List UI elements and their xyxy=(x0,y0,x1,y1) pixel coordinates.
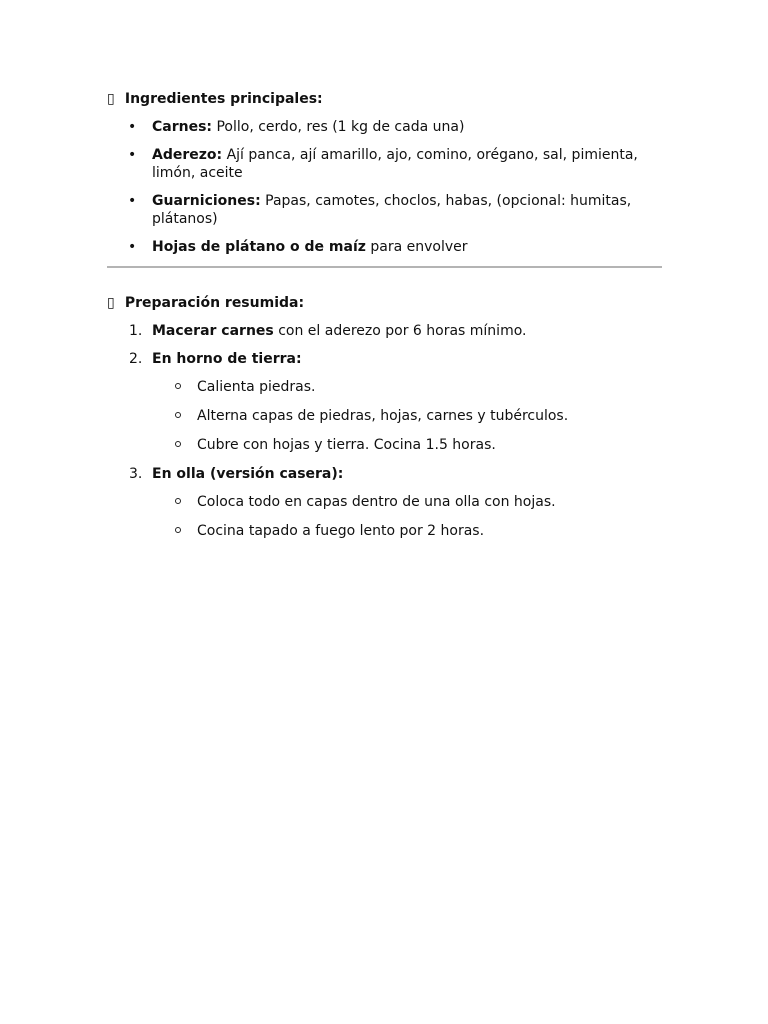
preparation-heading xyxy=(107,294,662,312)
substep-text: Cubre con hojas y tierra. Cocina 1.5 horas. xyxy=(197,437,496,453)
step-number: 1. xyxy=(129,323,143,339)
bullet-icon: • xyxy=(128,193,137,209)
substep-text: Coloca todo en capas dentro de una olla con hojas. xyxy=(197,494,556,510)
step-item xyxy=(107,322,662,340)
bullet-icon: • xyxy=(128,239,137,255)
preparation-heading-text: Preparación resumida: xyxy=(124,295,305,311)
circle-bullet-icon xyxy=(175,441,181,447)
horizontal-divider xyxy=(107,266,662,268)
ingredients-list xyxy=(107,118,662,256)
substep-text: Alterna capas de piedras, hojas, carnes y tubérculos. xyxy=(197,408,569,424)
circle-bullet-icon xyxy=(175,383,181,389)
ingredient-label: Hojas de plátano o de maíz xyxy=(152,239,366,255)
list-item xyxy=(107,192,662,228)
step-text: con el aderezo por 6 horas mínimo. xyxy=(273,323,527,339)
step-label: En olla (versión casera): xyxy=(152,466,344,482)
ingredient-text: Pollo, cerdo, res (1 kg de cada una) xyxy=(212,119,465,135)
ingredient-text: Papas, camotes, choclos, habas, (opcional: humitas, plátanos) xyxy=(152,193,632,227)
step-label: En horno de tierra: xyxy=(152,351,302,367)
substep-item xyxy=(152,436,662,454)
substep-item xyxy=(152,493,662,511)
ingredient-text: para envolver xyxy=(365,239,468,255)
step-number: 2. xyxy=(129,351,143,367)
ingredient-label: Carnes: xyxy=(152,119,213,135)
substep-item xyxy=(152,378,662,396)
list-item xyxy=(107,146,662,182)
ingredient-label: Aderezo: xyxy=(152,147,223,163)
substeps-list xyxy=(152,493,662,540)
substep-text: Calienta piedras. xyxy=(197,379,316,395)
missing-glyph-icon: ▯ xyxy=(107,295,115,311)
substep-item xyxy=(152,522,662,540)
step-number: 3. xyxy=(129,466,143,482)
preparation-steps xyxy=(107,322,662,540)
bullet-icon: • xyxy=(128,147,137,163)
bullet-icon: • xyxy=(128,119,137,135)
substep-item xyxy=(152,407,662,425)
step-label: Macerar carnes xyxy=(152,323,274,339)
circle-bullet-icon xyxy=(175,412,181,418)
step-item xyxy=(107,465,662,540)
step-item xyxy=(107,350,662,454)
list-item xyxy=(107,238,662,256)
missing-glyph-icon: ▯ xyxy=(107,91,115,107)
circle-bullet-icon xyxy=(175,527,181,533)
circle-bullet-icon xyxy=(175,498,181,504)
document-page xyxy=(107,90,662,551)
ingredient-label: Guarniciones: xyxy=(152,193,261,209)
ingredients-heading-text: Ingredientes principales: xyxy=(124,91,323,107)
list-item xyxy=(107,118,662,136)
ingredients-heading xyxy=(107,90,662,108)
substeps-list xyxy=(152,378,662,454)
substep-text: Cocina tapado a fuego lento por 2 horas. xyxy=(197,523,485,539)
ingredient-text: Ají panca, ají amarillo, ajo, comino, orégano, sal, pimienta, limón, aceite xyxy=(152,147,638,181)
